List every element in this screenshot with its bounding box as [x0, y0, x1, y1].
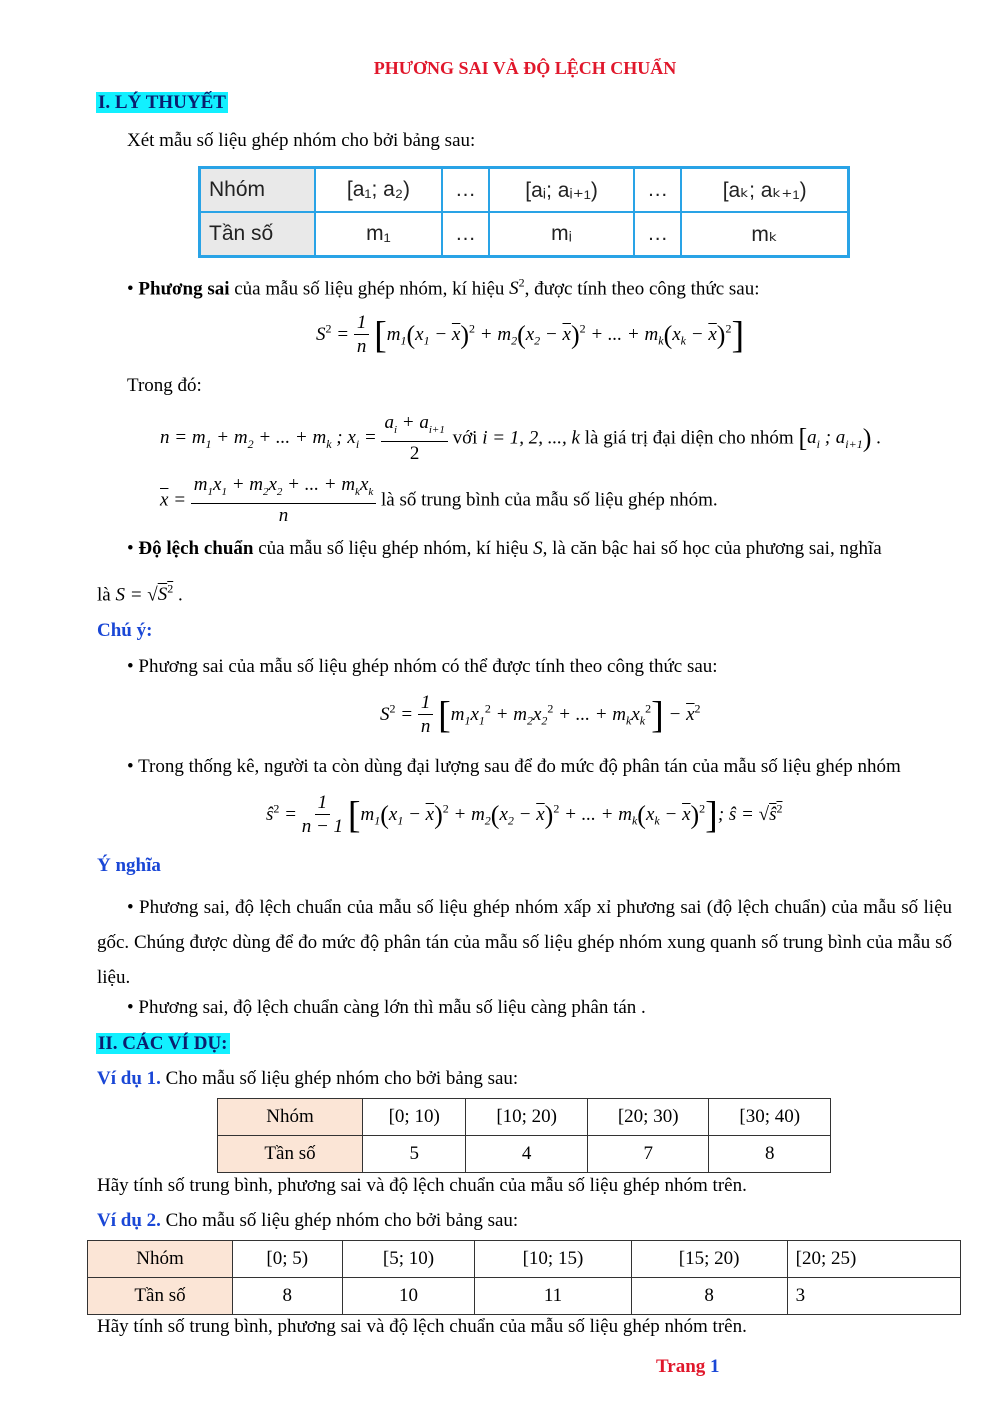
general-frequency-table [198, 166, 850, 258]
table-cell: 8 [233, 1278, 343, 1315]
example-2-question: Hãy tính số trung bình, phương sai và độ lệch chuẩn của mẫu số liệu ghép nhóm trên. [97, 1316, 747, 1337]
corrected-variance-formula: $ŝ^2$ = $\frac{1}{n - 1}$ [$m_1(x_1 - \overline{x})^2 + m_2(x_2 - \overline{x})^2$ + ... + $m_k(x_k - \overline{x})^2$]; ŝ = $√ŝ^2$ [266, 792, 783, 837]
bullet-icon: • [127, 656, 134, 677]
table-cell: Tần số [88, 1278, 233, 1315]
std-definition: • Độ lệch chuẩn của mẫu số liệu ghép nhóm, kí hiệu S, là căn bậc hai số học của phương sai, nghĩa [127, 538, 882, 559]
table-cell: 10 [342, 1278, 475, 1315]
table-cell: Tần số [218, 1136, 363, 1173]
table-cell: [0; 10) [363, 1099, 466, 1136]
table-cell: 5 [363, 1136, 466, 1173]
table-cell: [5; 10) [342, 1241, 475, 1278]
table-cell: [aₖ; aₖ₊₁) [681, 168, 848, 213]
bullet-icon: • [127, 756, 134, 777]
note-item: • Trong thống kê, người ta còn dùng đại lượng sau để đo mức độ phân tán của mẫu số liệu ghép nhóm [127, 756, 901, 777]
note-item: • Phương sai của mẫu số liệu ghép nhóm có thể được tính theo công thức sau: [127, 656, 718, 677]
alt-variance-formula: $S^2$ = $\frac{1}{n}$ [$m_1x_1^2 + m_2x_2^2$ + ... + $m_kx_k^2] - \overline{x}^2$ [380, 692, 701, 737]
bullet-icon: • [127, 897, 134, 918]
table-cell: [a₁; a₂) [315, 168, 442, 213]
table-cell: mₖ [681, 212, 848, 257]
table-cell: [20; 25) [787, 1241, 960, 1278]
table-cell: … [442, 212, 489, 257]
table-cell: 4 [466, 1136, 588, 1173]
bullet-icon: • [127, 538, 134, 559]
where-label: Trong đó: [127, 375, 202, 396]
table-cell: Nhóm [88, 1241, 233, 1278]
table-cell: 3 [787, 1278, 960, 1315]
table-cell: [aᵢ; aᵢ₊₁) [489, 168, 634, 213]
section-heading-examples: II. CÁC VÍ DỤ: [98, 1033, 228, 1054]
table-cell: [10; 20) [466, 1099, 588, 1136]
table-cell: 8 [631, 1278, 787, 1315]
variance-symbol: $S^2$ [509, 276, 525, 300]
table-cell: mᵢ [489, 212, 634, 257]
example-2-prompt: Ví dụ 2. Cho mẫu số liệu ghép nhóm cho bởi bảng sau: [97, 1210, 519, 1231]
table-cell: [0; 5) [233, 1241, 343, 1278]
std-formula: là $S = √S^2$ . [97, 582, 183, 606]
bullet-icon: • [127, 997, 134, 1018]
example-1-question: Hãy tính số trung bình, phương sai và độ lệch chuẩn của mẫu số liệu ghép nhóm trên. [97, 1175, 747, 1196]
example-1-table [217, 1098, 831, 1173]
table-cell: [15; 20) [631, 1241, 787, 1278]
meaning-item: • Phương sai, độ lệch chuẩn càng lớn thì mẫu số liệu càng phân tán . [127, 997, 646, 1018]
table-cell: [10; 15) [475, 1241, 631, 1278]
meaning-item: • Phương sai, độ lệch chuẩn của mẫu số liệu ghép nhóm xấp xỉ phương sai (độ lệch chuẩn) của mẫu số liệu gốc. Chúng được dùng để đo mức độ phân tán của mẫu số liệu ghép nhóm xung quanh số trung bình của mẫu số liệu. [97, 897, 953, 988]
page-title: PHƯƠNG SAI VÀ ĐỘ LỆCH CHUẨN [373, 58, 677, 78]
note-heading: Chú ý: [97, 620, 153, 641]
mean-definition: $\overline{x}$ = $\frac{m_1x_1 + m_2x_2 + ... + m_kx_k}{n}$ là số trung bình của mẫu số liệu ghép nhóm. [160, 474, 718, 526]
table-cell: 8 [709, 1136, 831, 1173]
table-cell: … [634, 168, 681, 213]
bullet-icon: • [127, 278, 134, 300]
table-cell: Tần số [200, 212, 316, 257]
page-number: 1 [710, 1356, 720, 1377]
example-1-prompt: Ví dụ 1. Cho mẫu số liệu ghép nhóm cho bởi bảng sau: [97, 1068, 519, 1089]
table-cell: … [634, 212, 681, 257]
table-cell: [20; 30) [587, 1099, 709, 1136]
table-cell: 11 [475, 1278, 631, 1315]
theory-intro: Xét mẫu số liệu ghép nhóm cho bởi bảng sau: [127, 130, 476, 151]
variance-definition: • Phương sai của mẫu số liệu ghép nhóm, kí hiệu $S^2$, được tính theo công thức sau: [127, 276, 760, 300]
page-footer: Trang 1 [656, 1356, 720, 1377]
table-cell: 7 [587, 1136, 709, 1173]
table-cell: Nhóm [218, 1099, 363, 1136]
table-cell: m₁ [315, 212, 442, 257]
table-cell: Nhóm [200, 168, 316, 213]
n-definition: $n = m_1 + m_2$ + ... + $m_k$ ; $x_i$ = $\frac{a_i + a_{i+1}}{2}$ với i = 1, 2, ..., k là giá trị đại diện cho nhóm [$a_i$ ; $a_{i+1}$) . [160, 412, 881, 464]
example-2-table [87, 1240, 961, 1315]
meaning-heading: Ý nghĩa [97, 855, 161, 876]
table-cell: … [442, 168, 489, 213]
variance-formula: $S^2$ = $\frac{1}{n}$ [$m_1(x_1 - \overline{x})^2 + m_2(x_2 - \overline{x})^2$ + ... + $m_k(x_k - \overline{x})^2$] [316, 312, 745, 357]
table-cell: [30; 40) [709, 1099, 831, 1136]
section-heading-theory: I. LÝ THUYẾT [98, 92, 226, 113]
